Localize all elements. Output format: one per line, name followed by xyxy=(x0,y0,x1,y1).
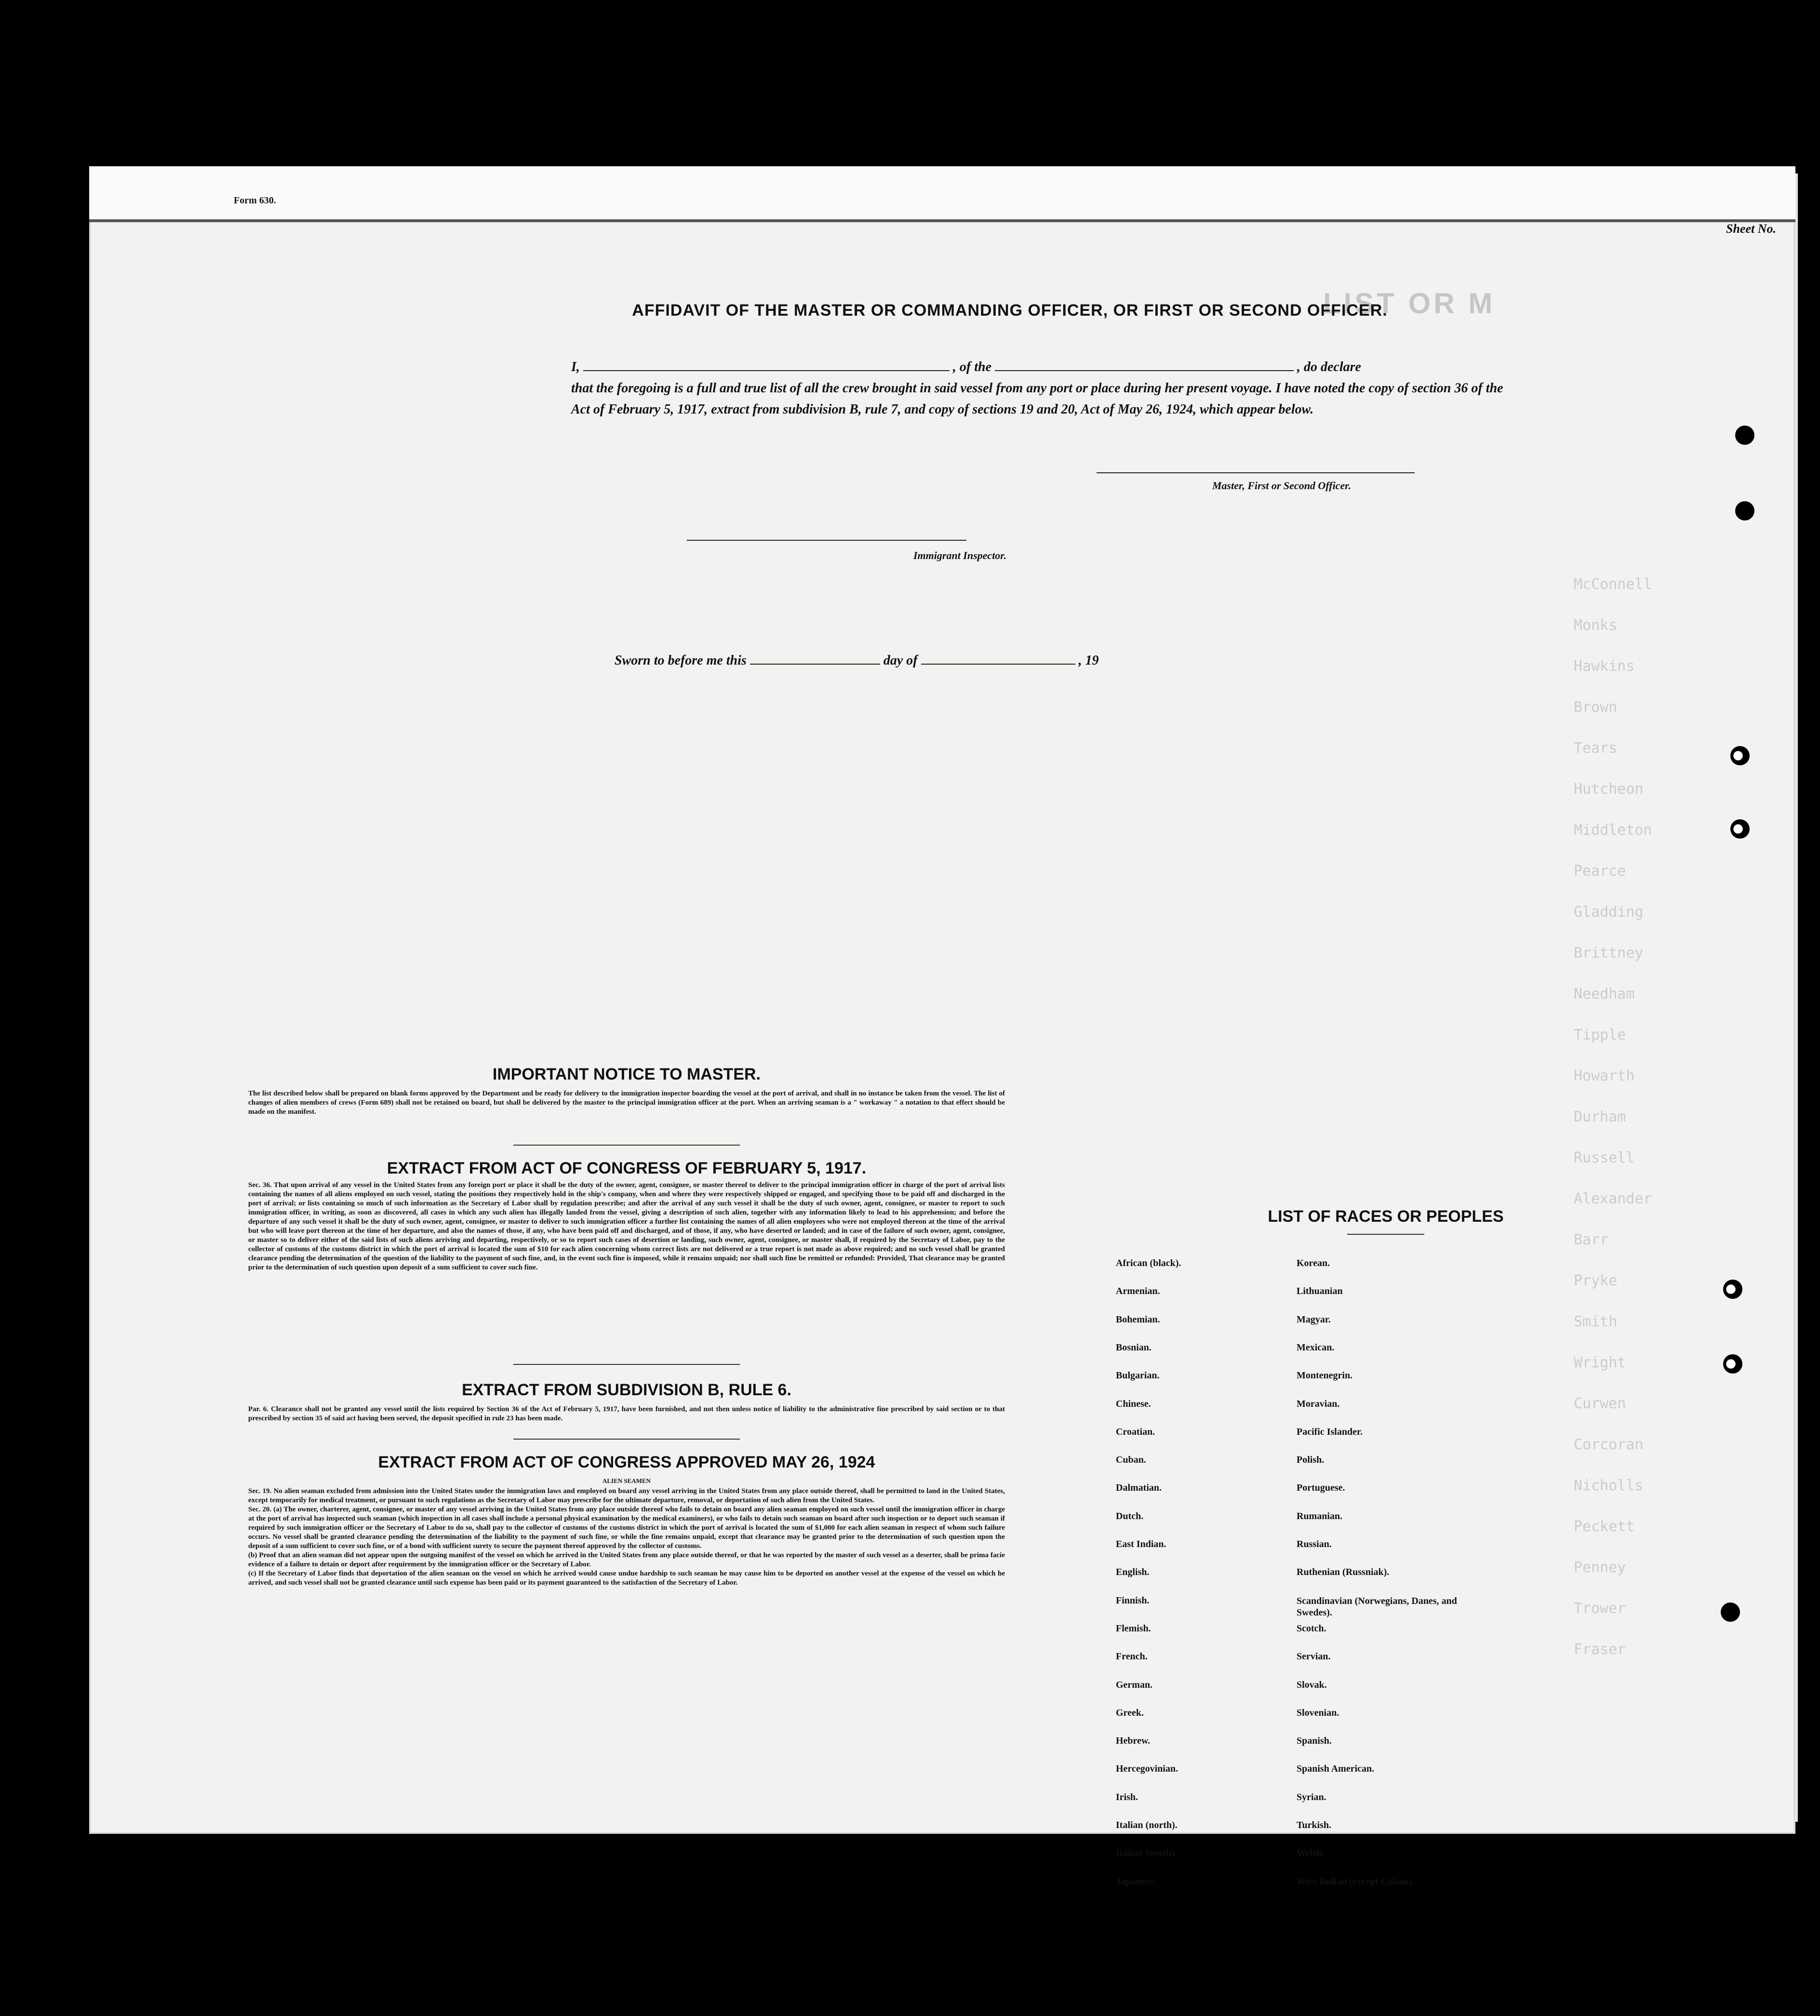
race-item: Slovak. xyxy=(1297,1679,1327,1690)
race-item: Ruthenian (Russniak). xyxy=(1297,1567,1390,1578)
race-item: Hebrew. xyxy=(1116,1736,1151,1747)
sworn-month-blank[interactable] xyxy=(921,664,1075,665)
punch-hole xyxy=(1735,426,1754,445)
race-item: Moravian. xyxy=(1297,1398,1340,1409)
race-item: Spanish American. xyxy=(1297,1763,1375,1775)
affidavit-title: AFFIDAVIT OF THE MASTER OR COMMANDING OFFICER, OR FIRST OR SECOND OFFICER. xyxy=(632,301,1388,320)
inspector-signature-label: Immigrant Inspector. xyxy=(913,549,1007,561)
extract-1924-sec20b: (b) Proof that an alien seaman did not appear upon the outgoing manifest of the vessel on which he arrived in the United States from any place outside thereof, or that he was reported by the master of such vessel as a deserter, shall be prima facie evidence of a failure to detain or deport after requirement by the immigration officer or the Secretary of Labor. xyxy=(248,1551,1005,1568)
race-item: Turkish. xyxy=(1297,1820,1332,1830)
sworn-label: Sworn to before me this xyxy=(615,653,747,668)
sworn-day-blank[interactable] xyxy=(750,664,880,665)
race-item: Magyar. xyxy=(1297,1314,1331,1325)
punch-hole xyxy=(1723,1354,1742,1374)
race-item: Italian (north). xyxy=(1116,1820,1178,1830)
bleed-through-name: Curwen xyxy=(1574,1395,1626,1412)
race-item: Hercegovinian. xyxy=(1116,1763,1178,1775)
vessel-name-blank[interactable] xyxy=(995,370,1294,371)
extract-1917-text: Sec. 36. That upon arrival of any vessel in the United States from any foreign port or place it shall be the duty of the owner, agent, consignee, or master thereof to deliver to the principal immigration officer in charge of the port of arrival lists containing the names of all aliens employed on such vessel, stating the positions they respectively hold in the ship's company, when and where they were respectively shipped or engaged, and specifying those to be paid off and discharged in the port of arrival; or lists containing so much of such information as the Secretary of Labor shall by regulation prescribe; and after the arrival of any such vessel it shall be the duty of such owner, agent, consignee, or master to report to such immigration officer, in writing, as soon as discovered, all cases in which any such alien has illegally landed from the vessel, giving a description of such alien, together with any information likely to lead to his apprehension; and before the departure of any such vessel it shall be the duty of such owner, agent, consignee, or master to deliver to such immigration officer a further list containing the names of all alien employees who were not employed thereon at the time of the arrival but who will leave port thereon at the time of her departure, and also the names of those, if any, who have been paid off and discharged, and of those, if any, who have deserted or landed; and in case of the failure of such owner, agent, consignee, or master so to deliver either of the said lists of such aliens arriving and departing, respectively, or so to report such cases of desertion or landing, such owner, agent, consignee, or master shall, if required by the Secretary of Labor, pay to the collector of customs of the customs district in which the port of arrival is located the sum of $10 for each alien concerning whom correct lists are not delivered or a true report is not made as above required; and no such vessel shall be granted clearance pending the determination of the question of the liability to the payment of such fine, and, in the event such fine is imposed, while it remains unpaid; nor shall such fine be remitted or refunded: Provided, That clearance may be granted prior to the determination of such question upon deposit of a sum sufficient to cover such fine. xyxy=(248,1181,1005,1271)
extract-1924-sec20c: (c) If the Secretary of Labor finds that deportation of the alien seaman on the vessel on which he arrived would cause undue hardship to such seaman he may cause him to be deported on another vessel at the expense of the vessel on which he arrived, and such vessel shall not be granted clearance until such expense has been paid or its payment guaranteed to the satisfaction of the Secretary of Labor. xyxy=(248,1570,1005,1587)
race-item: Flemish. xyxy=(1116,1623,1151,1634)
race-item: Greek. xyxy=(1116,1707,1144,1718)
inspector-signature-line[interactable] xyxy=(687,540,966,541)
bleed-through-name: Corcoran xyxy=(1574,1436,1644,1453)
race-item: Bohemian. xyxy=(1116,1314,1160,1325)
bleed-through-name: Fraser xyxy=(1574,1641,1626,1658)
extract-1924-sec20a: Sec. 20. (a) The owner, charterer, agent, consignee, or master of any vessel arriving in the United States from any place outside thereof who fails to detain on board any alien seaman employed on such vessel until the immigration officer in charge at the port of arrival has inspected such seaman (which inspection in all cases shall include a personal physical examination by the medical examiners), or who fails to detain such seaman on board after such inspection or to deport such seaman if required by such immigration officer or the Secretary of Labor to do so, shall pay to the collector of customs of the customs district in which the port of arrival is located the sum of $1,000 for each alien seaman in respect of whom such failure occurs. No vessel shall be granted clearance pending the determination of the liability to the payment of such fine, or while the fine remains unpaid, except that clearance may be granted prior to the determination of such question upon the deposit of a sum sufficient to cover such fine, or of a bond with sufficient surety to secure the payment thereof approved by the collector of customs. xyxy=(248,1506,1005,1550)
bleed-through-name: Tipple xyxy=(1574,1027,1626,1043)
extract-1924-text xyxy=(248,1487,1005,1588)
race-item: West Indian (except Cuban). xyxy=(1297,1876,1415,1887)
race-item: Syrian. xyxy=(1297,1791,1326,1802)
race-item: Spanish. xyxy=(1297,1736,1332,1747)
master-signature-label: Master, First or Second Officer. xyxy=(1212,480,1352,492)
affidavit-of-the-label: , of the xyxy=(952,360,992,374)
race-item: Russian. xyxy=(1297,1539,1332,1549)
bleed-through-name: Brown xyxy=(1574,699,1618,716)
separator xyxy=(513,1364,740,1365)
race-item: East Indian. xyxy=(1116,1539,1166,1549)
race-item: Croatian. xyxy=(1116,1426,1155,1437)
bleed-through-title: LIST OR M xyxy=(1323,287,1496,320)
extract-1924-title: EXTRACT FROM ACT OF CONGRESS APPROVED MAY 26, 1924 xyxy=(378,1453,875,1471)
extract-1924-sec19: Sec. 19. No alien seaman excluded from admission into the United States under the immigration laws and employed on board any vessel arriving in the United States from any place outside thereof, shall be permitted to land in the United States, except temporarily for medical treatment, or pursuant to such regulations as the Secretary of Labor may prescribe for the ultimate departure, removal, or deportation of such alien from the United States. xyxy=(248,1487,1005,1504)
notice-title: IMPORTANT NOTICE TO MASTER. xyxy=(493,1065,761,1083)
race-item: Slovenian. xyxy=(1297,1707,1339,1718)
race-item: Chinese. xyxy=(1116,1398,1151,1409)
race-item: French. xyxy=(1116,1651,1148,1662)
race-item: Armenian. xyxy=(1116,1286,1160,1297)
header-strip xyxy=(89,166,1795,222)
extract-rule6-title: EXTRACT FROM SUBDIVISION B, RULE 6. xyxy=(462,1381,791,1399)
extract-1917-title: EXTRACT FROM ACT OF CONGRESS OF FEBRUARY 5, 1917. xyxy=(387,1159,867,1177)
bleed-through-name: Hawkins xyxy=(1574,658,1635,675)
sheet-number-label: Sheet No. xyxy=(1726,222,1776,236)
master-signature-line[interactable] xyxy=(1097,472,1415,473)
bleed-through-name: Peckett xyxy=(1574,1518,1635,1535)
race-item: Bosnian. xyxy=(1116,1342,1151,1353)
bleed-through-name: Gladding xyxy=(1574,904,1644,921)
race-item: Scotch. xyxy=(1297,1623,1326,1634)
bleed-through-name: Barr xyxy=(1574,1231,1609,1248)
race-item: Polish. xyxy=(1297,1455,1325,1466)
bleed-through-name: Penney xyxy=(1574,1559,1626,1576)
race-item: Irish. xyxy=(1116,1791,1138,1802)
races-title: LIST OF RACES OR PEOPLES xyxy=(1268,1207,1504,1226)
race-item: Welsh. xyxy=(1297,1848,1325,1859)
affidavit-i-label: I, xyxy=(571,360,580,374)
form-number: Form 630. xyxy=(234,195,276,206)
punch-hole xyxy=(1723,1280,1742,1299)
punch-hole xyxy=(1721,1602,1740,1622)
bleed-through-name: Pearce xyxy=(1574,863,1626,880)
punch-hole xyxy=(1730,746,1750,765)
officer-name-blank[interactable] xyxy=(583,370,950,371)
bleed-through-name: McConnell xyxy=(1574,576,1652,593)
race-item: Scandinavian (Norwegians, Danes, and Swedes). xyxy=(1297,1595,1457,1618)
separator xyxy=(513,1439,740,1440)
sworn-year-label: , 19 xyxy=(1078,653,1099,668)
race-item: Finnish. xyxy=(1116,1595,1150,1606)
separator xyxy=(513,1145,740,1146)
bleed-through-name: Middleton xyxy=(1574,822,1652,839)
race-item: English. xyxy=(1116,1567,1150,1578)
bleed-through-name: Monks xyxy=(1574,617,1618,634)
sworn-day-label: day of xyxy=(883,653,918,668)
notice-text: The list described below shall be prepared on blank forms approved by the Department and be ready for delivery to the immigration inspector boarding the vessel at the port of arrival, and shall in no instance be taken from the vessel. The list of changes of alien members of crews (Form 689) shall not be retained on board, but shall be delivered by the master to the principal immigration officer at the port. When an arriving seaman is a " workaway " a notation to that effect should be made on the manifest. xyxy=(248,1090,1005,1116)
race-item: Portuguese. xyxy=(1297,1482,1345,1494)
race-item: African (black). xyxy=(1116,1258,1181,1268)
bleed-through-name: Brittney xyxy=(1574,945,1644,961)
bleed-through-name: Smith xyxy=(1574,1313,1618,1330)
bleed-through-name: Durham xyxy=(1574,1108,1626,1125)
race-item: Servian. xyxy=(1297,1651,1331,1662)
bleed-through-name: Pryke xyxy=(1574,1272,1618,1289)
race-item: Mexican. xyxy=(1297,1342,1335,1353)
punch-hole xyxy=(1735,501,1754,521)
bleed-through-name: Needham xyxy=(1574,986,1635,1002)
extract-rule6-text: Par. 6. Clearance shall not be granted any vessel until the lists required by Section 36 of the Act of February 5, 1917, have been furnished, and not then unless notice of liability to the administrative fine prescribed by said section or to that prescribed by section 35 of said act having been served, the deposit specified in rule 23 has been made. xyxy=(248,1405,1005,1422)
bleed-through-name: Nicholls xyxy=(1574,1477,1644,1494)
race-item: Bulgarian. xyxy=(1116,1370,1160,1381)
affidavit-declare-label: , do declare xyxy=(1297,360,1361,374)
bleed-through-name: Howarth xyxy=(1574,1068,1635,1084)
race-item: Italian (south). xyxy=(1116,1848,1177,1859)
race-item: Japanese. xyxy=(1116,1876,1156,1887)
affidavit-declare-line xyxy=(571,357,1516,378)
sworn-line xyxy=(615,653,1099,668)
race-item: Rumanian. xyxy=(1297,1510,1343,1522)
affidavit-statement: that the foregoing is a full and true list of all the crew brought in said vessel from any port or place during her present voyage. I have noted the copy of section 36 of the Act of February 5, 1917, extract from subdivision B, rule 7, and copy of sections 19 and 20, Act of May 26, 1924, which appear below. xyxy=(571,381,1503,417)
bleed-through-name: Russell xyxy=(1574,1149,1635,1166)
affidavit-body xyxy=(571,357,1516,420)
manifest-sheet xyxy=(89,166,1795,1887)
extract-1924-subtitle: ALIEN SEAMEN xyxy=(602,1477,651,1484)
bleed-through-name: Tears xyxy=(1574,740,1618,757)
race-item: Dutch. xyxy=(1116,1510,1144,1522)
separator xyxy=(1347,1234,1424,1235)
race-item: Pacific Islander. xyxy=(1297,1426,1363,1437)
race-item: Dalmatian. xyxy=(1116,1482,1162,1494)
punch-hole xyxy=(1730,819,1750,839)
bleed-through-name: Trower xyxy=(1574,1600,1626,1617)
race-item: Cuban. xyxy=(1116,1455,1146,1466)
bleed-through-name: Alexander xyxy=(1574,1190,1652,1207)
bleed-through-name: Hutcheon xyxy=(1574,781,1644,798)
race-item: Korean. xyxy=(1297,1258,1330,1268)
race-item: Montenegrin. xyxy=(1297,1370,1353,1381)
bleed-through-name: Wright xyxy=(1574,1354,1626,1371)
race-item: Lithuanian xyxy=(1297,1286,1343,1297)
race-item: German. xyxy=(1116,1679,1153,1690)
